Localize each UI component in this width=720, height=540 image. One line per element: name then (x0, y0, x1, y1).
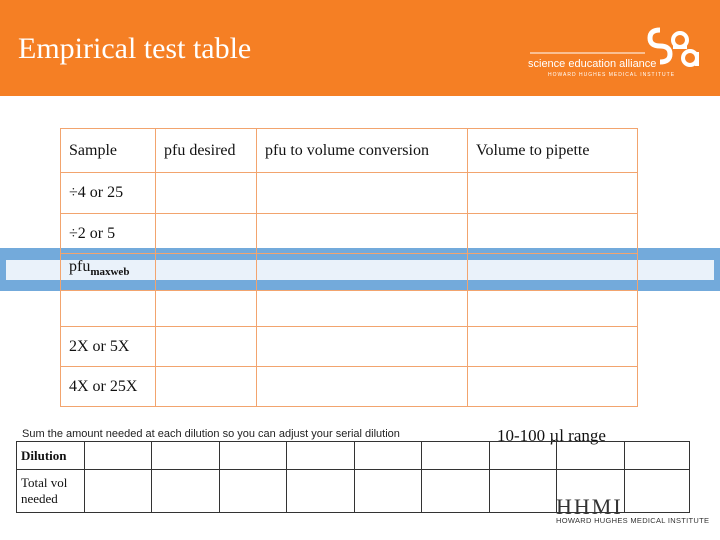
dilution-cell[interactable] (355, 442, 422, 470)
pfu-subscript: maxweb (90, 266, 130, 278)
dilution-cell[interactable] (287, 442, 355, 470)
table-cell[interactable] (468, 291, 638, 327)
sample-cell: 4X or 25X (61, 367, 156, 407)
table-cell[interactable] (156, 173, 257, 214)
range-label: 10-100 µl range (497, 426, 606, 445)
table-row (61, 367, 638, 407)
table-cell[interactable] (257, 254, 468, 291)
table-header-row (61, 129, 638, 173)
dilution-note: Sum the amount needed at each dilution so you can adjust your serial dilution (22, 428, 400, 440)
table-cell[interactable] (468, 173, 638, 214)
header-sample: Sample (61, 129, 156, 173)
header-pfu-desired: pfu desired (156, 129, 257, 173)
table-cell[interactable] (468, 327, 638, 367)
slide-header (0, 0, 720, 96)
table-cell[interactable] (156, 291, 257, 327)
header-volume: Volume to pipette (468, 129, 638, 173)
dilution-cell[interactable] (220, 470, 287, 513)
total-vol-label: Total vol needed (17, 470, 85, 513)
dilution-cell[interactable] (85, 470, 152, 513)
table-cell[interactable] (468, 214, 638, 254)
dilution-cell[interactable] (85, 442, 152, 470)
table-cell[interactable] (257, 173, 468, 214)
sample-cell: ÷2 or 5 (61, 214, 156, 254)
table-row (61, 254, 638, 291)
empirical-test-table (60, 128, 638, 407)
hhmi-logo (556, 494, 710, 525)
table-cell[interactable] (257, 214, 468, 254)
pfu-text: pfu (69, 258, 91, 275)
sample-cell (61, 291, 156, 327)
table-row (61, 291, 638, 327)
dilution-row (17, 442, 690, 470)
table-row (61, 327, 638, 367)
dilution-cell[interactable] (422, 442, 490, 470)
table-cell[interactable] (156, 254, 257, 291)
table-cell[interactable] (468, 254, 638, 291)
sea-logo-text: science education alliance (528, 58, 657, 70)
dilution-cell[interactable] (287, 470, 355, 513)
sea-logo-subtext: HOWARD HUGHES MEDICAL INSTITUTE (548, 72, 676, 78)
dilution-cell[interactable] (355, 470, 422, 513)
dilution-cell[interactable] (422, 470, 490, 513)
table-row (61, 214, 638, 254)
header-pfu-conversion: pfu to volume conversion (257, 129, 468, 173)
slide-title: Empirical test table (18, 32, 252, 65)
table-cell[interactable] (156, 327, 257, 367)
sample-cell-pfu-maxweb (61, 254, 156, 291)
hhmi-logo-text: HOWARD HUGHES MEDICAL INSTITUTE (556, 516, 710, 525)
table-cell[interactable] (156, 214, 257, 254)
hhmi-logo-mark: HHMI (556, 494, 623, 519)
dilution-cell[interactable] (152, 442, 220, 470)
dilution-cell[interactable] (490, 470, 557, 513)
dilution-cell[interactable] (625, 442, 690, 470)
sample-cell: 2X or 5X (61, 327, 156, 367)
dilution-label: Dilution (17, 442, 85, 470)
dilution-cell[interactable] (152, 470, 220, 513)
table-cell[interactable] (156, 367, 257, 407)
dilution-cell[interactable] (557, 442, 625, 470)
table-cell[interactable] (257, 291, 468, 327)
dilution-cell[interactable] (220, 442, 287, 470)
dilution-cell[interactable] (490, 442, 557, 470)
table-cell[interactable] (257, 367, 468, 407)
table-cell[interactable] (257, 327, 468, 367)
table-row (61, 173, 638, 214)
table-cell[interactable] (468, 367, 638, 407)
sample-cell: ÷4 or 25 (61, 173, 156, 214)
